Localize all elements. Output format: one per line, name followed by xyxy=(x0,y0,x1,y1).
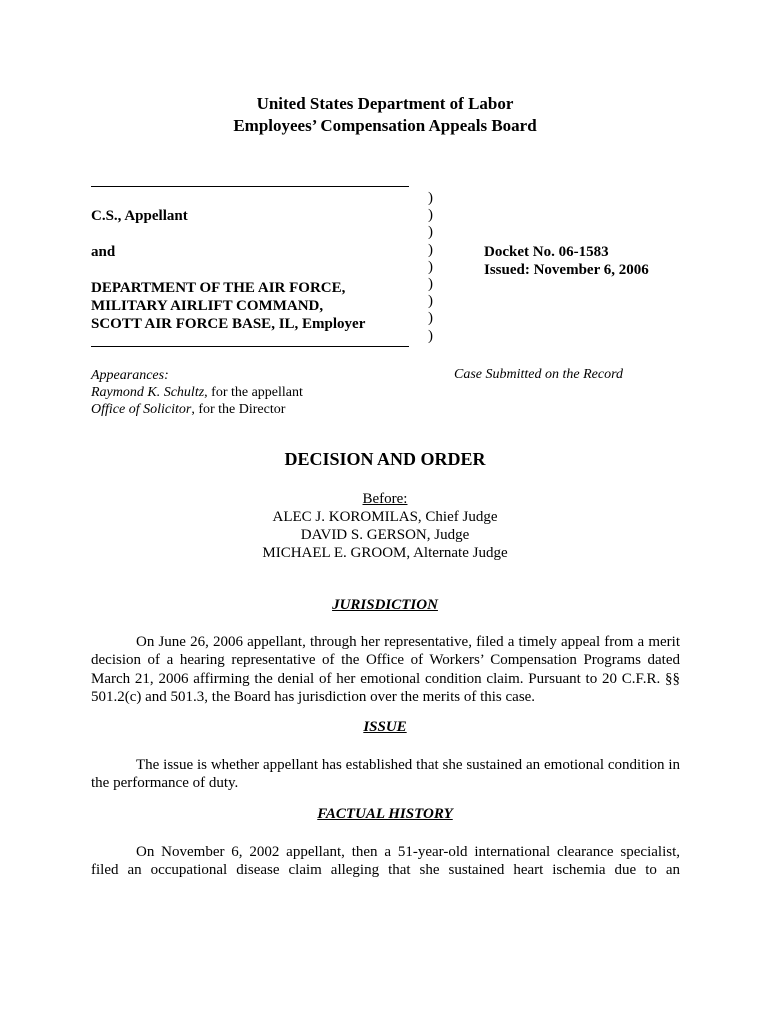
paren: ) xyxy=(428,224,433,241)
docket-number: Docket No. 06-1583 xyxy=(484,244,609,260)
paren: ) xyxy=(428,241,433,258)
issued-date: Issued: November 6, 2006 xyxy=(484,262,649,278)
employer-line: SCOTT AIR FORCE BASE, IL, Employer xyxy=(91,316,366,332)
decision-title: DECISION AND ORDER xyxy=(284,449,486,469)
director-representative: Office of Solicitor, for the Director xyxy=(91,402,286,417)
factual-history-heading: FACTUAL HISTORY xyxy=(317,806,453,822)
agency-name: United States Department of Labor xyxy=(256,94,514,113)
judge-line: MICHAEL E. GROOM, Alternate Judge xyxy=(262,545,508,561)
board-name: Employees’ Compensation Appeals Board xyxy=(233,116,537,135)
factual-history-paragraph: On November 6, 2002 appellant, then a 51-year-old international clearance specialist, filed an occupational disease claim alleging that she sustained heart ischemia due to an xyxy=(91,844,680,879)
appellant-representative: Raymond K. Schultz, for the appellant xyxy=(91,385,303,400)
judge-line: DAVID S. GERSON, Judge xyxy=(300,527,470,543)
judges-panel xyxy=(0,490,770,562)
employer-line: DEPARTMENT OF THE AIR FORCE, xyxy=(91,280,346,296)
jurisdiction-heading: JURISDICTION xyxy=(332,597,438,613)
caption-and: and xyxy=(91,244,116,260)
paren: ) xyxy=(428,293,433,310)
caption-top-rule xyxy=(91,186,409,187)
employer-line: MILITARY AIRLIFT COMMAND, xyxy=(91,298,324,314)
paren: ) xyxy=(428,258,433,275)
caption-bottom-rule xyxy=(91,346,409,347)
paren: ) xyxy=(428,275,433,292)
caption-parentheses-column xyxy=(428,190,438,345)
paren: ) xyxy=(428,310,433,327)
appellant-name: C.S., Appellant xyxy=(91,208,188,224)
issue-paragraph: The issue is whether appellant has established that she sustained an emotional condition in the performance of duty. xyxy=(91,757,680,792)
paren: ) xyxy=(428,327,433,344)
judge-line: ALEC J. KOROMILAS, Chief Judge xyxy=(272,509,498,525)
appearances-heading: Appearances: xyxy=(91,368,169,383)
employer-block xyxy=(91,279,365,333)
paren: ) xyxy=(428,207,433,224)
issue-heading: ISSUE xyxy=(363,719,407,735)
appearances xyxy=(91,367,303,418)
submission-note: Case Submitted on the Record xyxy=(454,367,624,382)
paren: ) xyxy=(428,190,433,206)
docket-block xyxy=(484,243,649,279)
before-label: Before: xyxy=(362,491,408,507)
jurisdiction-paragraph: On June 26, 2006 appellant, through her representative, filed a timely appeal from a merit decision of a hearing representative of the Office of Workers’ Compensation Programs dated March 21, 2006 affirming the denial of her emotional condition claim. Pursuant to 20 C.F.R. §§ 501.2(c) and 501.3, the Board has jurisdiction over the merits of this case. xyxy=(91,634,680,706)
